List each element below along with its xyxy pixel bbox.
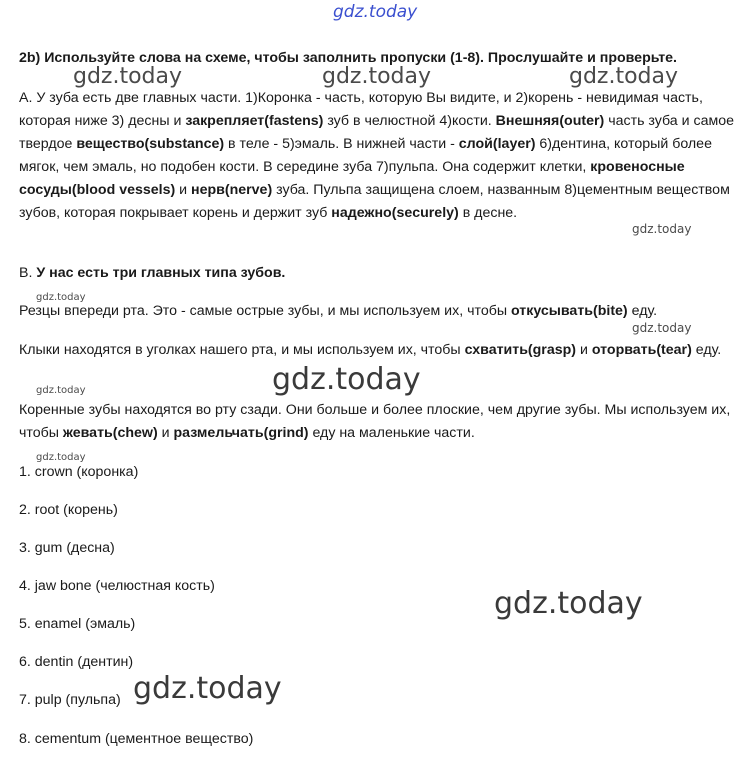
watermark-small: gdz.today (632, 321, 692, 335)
answer-item: 4. jaw bone (челюстная кость) (19, 578, 215, 594)
watermark-large: gdz.today (494, 586, 643, 621)
section-a-paragraph: A. У зуба есть две главных части. 1)Коронка - часть, которую Вы видите, и 2)корень - невидимая часть, которая ниже 3) десны и закрепляет(fastens) зуб в челюстной 4)кости. Внешняя(outer) часть зуба и самое твердое вещество(substance) в теле - 5)эмаль. В нижней части - слой(layer) 6)дентина, который более мягок, чем эмаль, но подобен кости. В середине зуба 7)пульпа. Она содержит клетки, кровеносные сосуды(blood vessels) и нерв(nerve) зуба. Пульпа защищена слоем, названным 8)цементным веществом зубов, которая покрывает корень и держит зуб надежно(securely) в десне. (19, 90, 735, 221)
watermark-small: gdz.today (36, 452, 86, 463)
watermark-mid-left: gdz.today (73, 64, 183, 89)
incisors-paragraph: Резцы впереди рта. Это - самые острые зубы, и мы используем их, чтобы откусывать(bite) еду. (19, 303, 658, 319)
answer-item: 1. crown (коронка) (19, 464, 139, 480)
answer-item: 5. enamel (эмаль) (19, 616, 136, 632)
watermark-top: gdz.today (333, 2, 418, 22)
section-b-title: B. У нас есть три главных типа зубов. (19, 265, 286, 281)
watermark-small: gdz.today (632, 222, 692, 236)
watermark-large: gdz.today (272, 362, 421, 397)
exercise-heading: 2b) Используйте слова на схеме, чтобы заполнить пропуски (1-8). Прослушайте и проверьте. (19, 50, 677, 66)
watermark-large: gdz.today (133, 671, 282, 706)
molars-paragraph: Коренные зубы находятся во рту сзади. Они больше и более плоские, чем другие зубы. Мы используем их, чтобы жевать(chew) и размельчать(grind) еду на маленькие части. (19, 402, 731, 441)
answer-item: 6. dentin (дентин) (19, 654, 134, 670)
watermark-mid-right: gdz.today (569, 64, 679, 89)
watermark-small: gdz.today (36, 385, 86, 396)
watermark-small: gdz.today (36, 292, 86, 303)
answer-item: 2. root (корень) (19, 502, 118, 518)
watermark-mid-center: gdz.today (322, 64, 432, 89)
answer-item: 3. gum (десна) (19, 540, 115, 556)
answer-item: 7. pulp (пульпа) (19, 692, 121, 708)
canines-paragraph: Клыки находятся в уголках нашего рта, и мы используем их, чтобы схватить(grasp) и оторвать(tear) еду. (19, 342, 722, 358)
answer-item: 8. cementum (цементное вещество) (19, 731, 254, 747)
